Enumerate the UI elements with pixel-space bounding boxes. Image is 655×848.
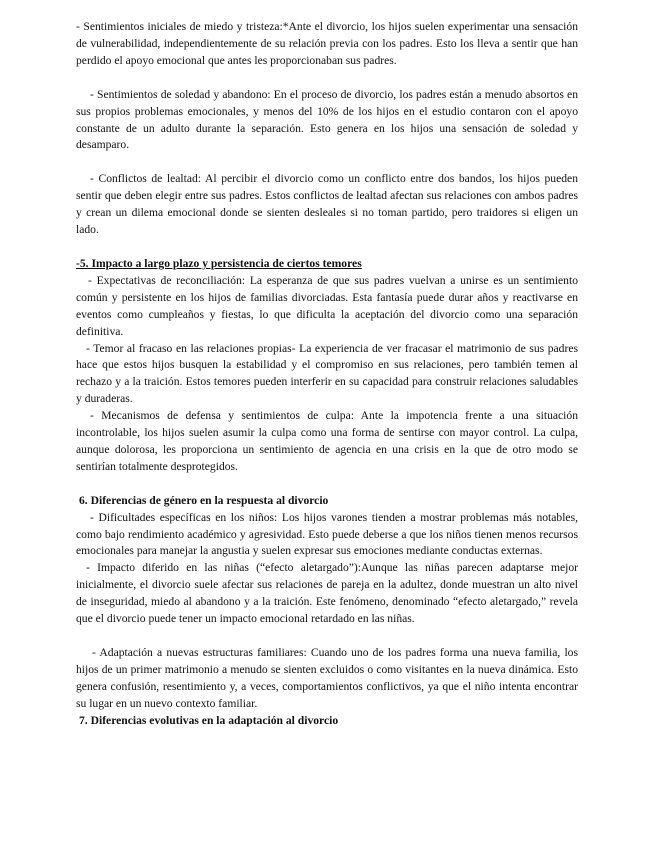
paragraph-fear-of-failure: - Temor al fracaso en las relaciones propias- La experiencia de ver fracasar el matrimonio de sus padres hace que estos hijos busquen la estabilidad y el compromiso en sus relaciones, pero también temen al rechazo y a la traición. Estos temores pueden interferir en su capacidad para construir relaciones saludables y duraderas. xyxy=(76,341,578,406)
section-heading-5: -5. Impacto a largo plazo y persistencia de ciertos temores xyxy=(76,256,362,270)
spacer xyxy=(76,239,578,256)
spacer xyxy=(76,628,578,645)
paragraph-loyalty-conflicts: - Conflictos de lealtad: Al percibir el divorcio como un conflicto entre dos bandos, los hijos pueden sentir que deben elegir entre sus padres. Estos conflictos de lealtad afectan sus relaciones con ambos padres y crean un dilema emocional donde se sienten desleales si no toman partido, pero traidores si eligen un lado. xyxy=(76,172,578,237)
spacer xyxy=(76,154,578,171)
paragraph-reconciliation: - Expectativas de reconciliación: La esperanza de que sus padres vuelvan a unirse es un sentimiento común y persistente en los hijos de familias divorciadas. Esta fantasía puede durar años y reactivarse en eventos como cumpleaños y fiestas, lo que dificulta la aceptación del divorcio como una separación definitiva. xyxy=(76,273,578,338)
paragraph-new-family-structures: - Adaptación a nuevas estructuras familiares: Cuando uno de los padres forma una nueva familia, los hijos de un primer matrimonio a menudo se sienten excluidos o como visitantes en la nueva dinámica. Esto genera confusión, resentimiento y, a veces, comportamientos conflictivos, ya que el niño intenta encontrar su lugar en un nuevo contexto familiar. xyxy=(76,646,578,710)
section-heading-6: 6. Diferencias de género en la respuesta al divorcio xyxy=(79,493,329,507)
document-page xyxy=(76,19,578,730)
paragraph-defense-guilt: - Mecanismos de defensa y sentimientos de culpa: Ante la impotencia frente a una situación incontrolable, los hijos suelen asumir la culpa como una forma de sentirse con mayor control. La culpa, aunque dolorosa, les proporciona un sentimiento de agencia en una crisis en la que de otro modo se sentirían totalmente desprotegidos. xyxy=(76,409,578,473)
spacer xyxy=(76,70,578,87)
section-heading-7: 7. Diferencias evolutivas en la adaptación al divorcio xyxy=(79,713,339,727)
paragraph-girls-delayed-impact: - Impacto diferido en las niñas (“efecto aletargado”):Aunque las niñas parecen adaptarse mejor inicialmente, el divorcio suele afectar sus relaciones de pareja en la adultez, donde muestran un alto nivel de inseguridad, miedo al abandono y a la traición. Este fenómeno, denominado “efecto aletargado,” revela que el divorcio puede tener un impacto emocional retardado en las niñas. xyxy=(76,561,578,626)
spacer xyxy=(76,476,578,493)
paragraph-initial-fear: - Sentimientos iniciales de miedo y tristeza:*Ante el divorcio, los hijos suelen experimentar una sensación de vulnerabilidad, independientemente de su relación previa con los padres. Esto los lleva a sentir que han perdido el apoyo emocional que antes les proporcionaban sus padres. xyxy=(76,20,578,67)
paragraph-loneliness: - Sentimientos de soledad y abandono: En el proceso de divorcio, los padres están a menudo absortos en sus propios problemas emocionales, y menos del 10% de los hijos en el estudio contaron con el apoyo constante de un adulto durante la separación. Esto genera en los hijos una sensación de soledad y desamparo. xyxy=(76,87,578,152)
paragraph-boys-difficulties: - Dificultades específicas en los niños: Los hijos varones tienden a mostrar problemas más notables, como bajo rendimiento académico y agresividad. Esto puede deberse a que los niños tienen menos recursos emocionales para manejar la angustia y suelen expresar sus emociones mediante conductas externas. xyxy=(76,510,578,558)
